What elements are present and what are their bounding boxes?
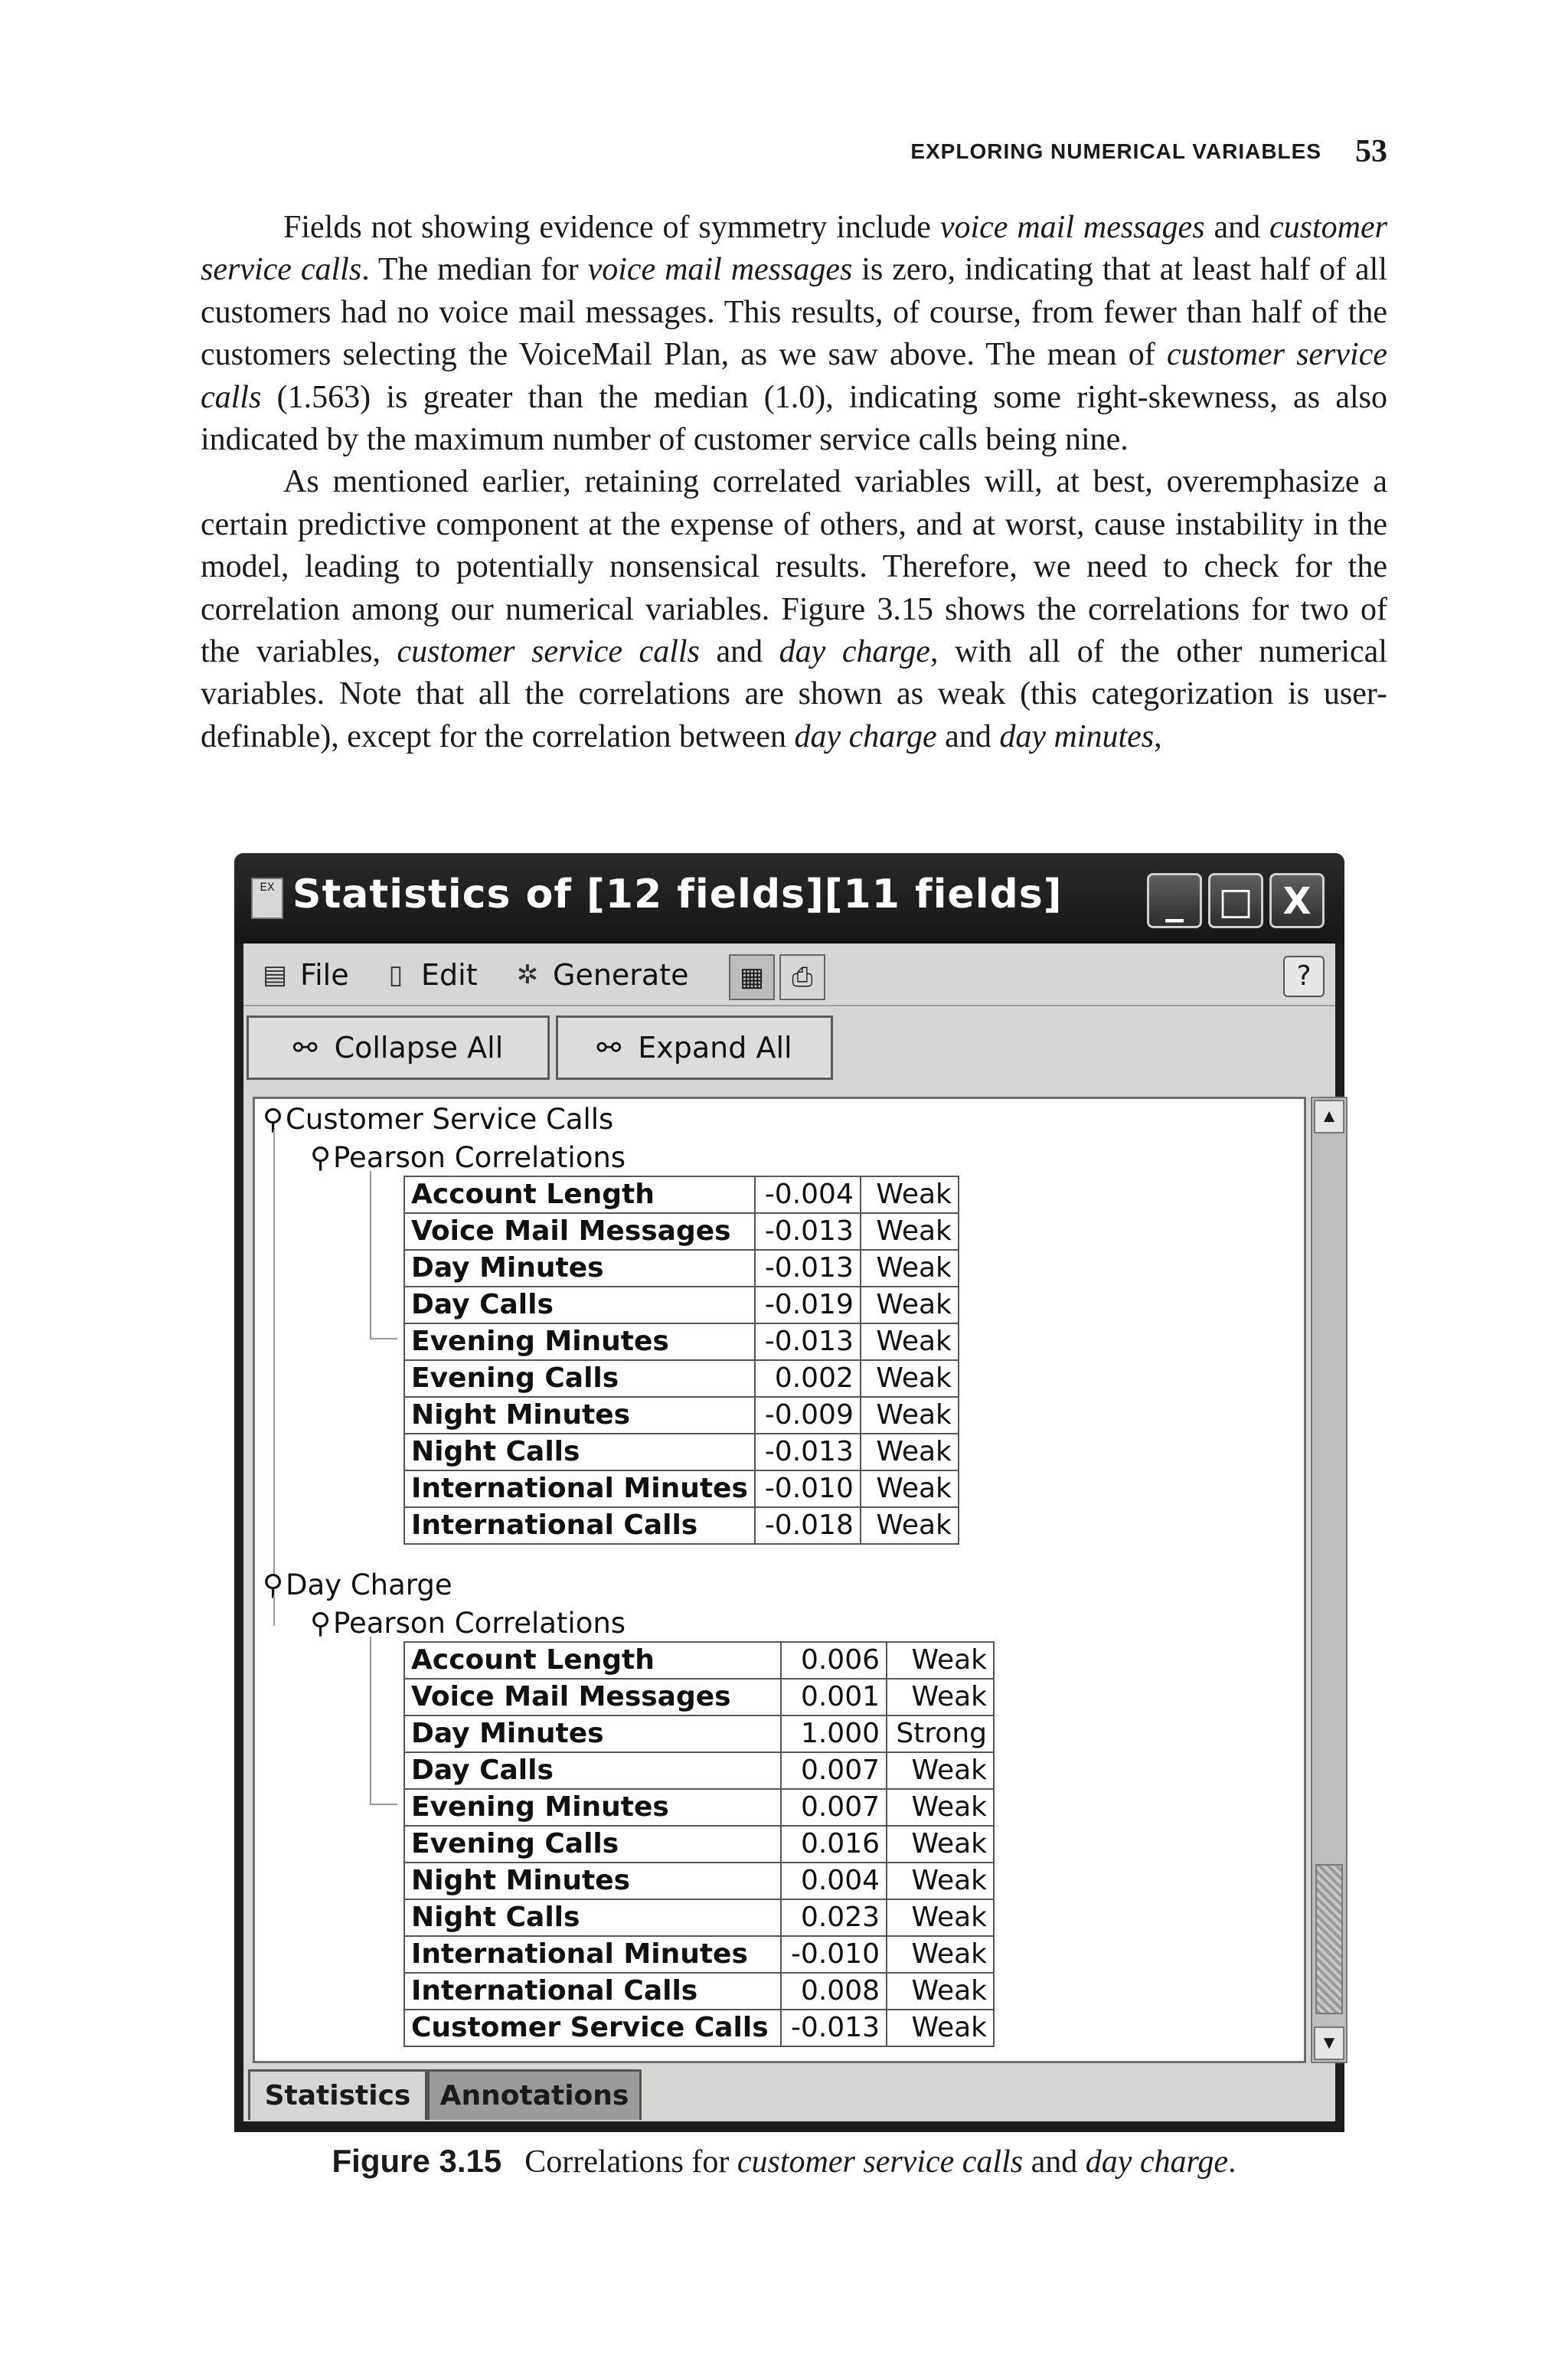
- page-number: 53: [1355, 134, 1387, 169]
- table-row[interactable]: [404, 1397, 959, 1434]
- strength-label-cell: Weak: [887, 1642, 994, 1679]
- maximize-button[interactable]: □: [1208, 873, 1263, 928]
- correlation-value-cell: -0.010: [755, 1470, 861, 1507]
- paragraph-2: As mentioned earlier, retaining correlated variables will, at best, overemphasize a certain predictive component at the expense of others, and at worst, cause instability in the model, leading to potentially nonsensical results. Therefore, we need to check for the correlation among our numerical variables. Figure 3.15 shows the correlations for two of the variables, customer service calls and day charge, with all of the other numerical variables. Note that all the correlations are shown as weak (this categorization is user-definable), except for the correlation between day charge and day minutes,: [201, 464, 1387, 754]
- tree-line: [370, 1338, 397, 1339]
- node-toggle-icon[interactable]: ⚲: [263, 1568, 284, 1601]
- tree-line: [273, 1130, 275, 1574]
- strength-label-cell: Weak: [861, 1360, 959, 1397]
- correlation-value-cell: 0.016: [781, 1826, 887, 1863]
- tab-bar: [243, 2069, 1335, 2123]
- correlation-value-cell: -0.019: [755, 1287, 861, 1323]
- strength-label-cell: Weak: [887, 1936, 994, 1973]
- field-name-cell: Night Minutes: [404, 1863, 781, 1899]
- table-row[interactable]: [404, 1863, 994, 1899]
- field-name-cell: International Calls: [404, 1973, 781, 2010]
- paragraph-1: Fields not showing evidence of symmetry include voice mail messages and customer service calls. The median for voice mail messages is zero, indicating that at least half of all customers had no voice mail messages. This results, of course, from fewer than half of the customers selecting the VoiceMail Plan, as we saw above. The mean of customer service calls (1.563) is greater than the median (1.0), indicating some right-skewness, as also indicated by the maximum number of customer service calls being nine.: [201, 210, 1387, 458]
- print-button[interactable]: [779, 954, 825, 1000]
- table-row[interactable]: [404, 1973, 994, 2010]
- tree-line: [370, 1804, 397, 1805]
- node-toggle-icon[interactable]: ⚲: [263, 1103, 284, 1136]
- correlation-value-cell: 0.007: [781, 1789, 887, 1826]
- strength-label-cell: Weak: [861, 1287, 959, 1323]
- window-icon: EX: [251, 878, 283, 919]
- menu-bar: [243, 944, 1335, 1006]
- minimize-button[interactable]: _: [1147, 873, 1202, 928]
- arrow-down-icon: ▼: [1320, 2033, 1338, 2053]
- strength-label-cell: Weak: [861, 1250, 959, 1287]
- strength-label-cell: Weak: [887, 1899, 994, 1936]
- scroll-up-button[interactable]: [1314, 1100, 1344, 1133]
- body-text: [201, 207, 1387, 758]
- strength-label-cell: Weak: [861, 1507, 959, 1544]
- correlation-value-cell: 1.000: [781, 1715, 887, 1752]
- correlation-table-2: [403, 1641, 995, 2047]
- strength-label-cell: Weak: [887, 1826, 994, 1863]
- table-row[interactable]: [404, 1642, 994, 1679]
- correlation-value-cell: -0.013: [755, 1213, 861, 1250]
- table-row[interactable]: [404, 1176, 959, 1213]
- table-row[interactable]: [404, 1789, 994, 1826]
- statistics-window: [234, 853, 1344, 2132]
- field-name-cell: Evening Minutes: [404, 1323, 755, 1360]
- help-button[interactable]: ?: [1283, 956, 1325, 997]
- field-name-cell: Evening Calls: [404, 1360, 755, 1397]
- button-bar: [243, 1005, 1335, 1081]
- scroll-down-button[interactable]: [1314, 2026, 1344, 2060]
- field-name-cell: Account Length: [404, 1642, 781, 1679]
- field-name-cell: Night Minutes: [404, 1397, 755, 1434]
- table-row[interactable]: [404, 1679, 994, 1715]
- table-row[interactable]: [404, 1250, 959, 1287]
- strength-label-cell: Strong: [887, 1715, 994, 1752]
- correlation-table-1: [403, 1176, 959, 1545]
- table-row[interactable]: [404, 1360, 959, 1397]
- menu-edit[interactable]: ▯ Edit: [381, 956, 478, 994]
- window-title: Statistics of [12 fields][11 fields]: [292, 872, 1063, 917]
- table-row[interactable]: [404, 1434, 959, 1470]
- correlation-value-cell: 0.006: [781, 1642, 887, 1679]
- strength-label-cell: Weak: [887, 1973, 994, 2010]
- collapse-icon: ⚯: [292, 1031, 318, 1065]
- table-row[interactable]: [404, 1899, 994, 1936]
- chapter-title: EXPLORING NUMERICAL VARIABLES: [910, 139, 1321, 163]
- table-row[interactable]: [404, 1936, 994, 1973]
- strength-label-cell: Weak: [887, 1789, 994, 1826]
- field-name-cell: Day Calls: [404, 1287, 755, 1323]
- table-view-button[interactable]: [729, 954, 775, 1000]
- correlation-value-cell: 0.008: [781, 1973, 887, 2010]
- field-name-cell: Voice Mail Messages: [404, 1213, 755, 1250]
- collapse-all-button[interactable]: ⚯ Collapse All: [247, 1016, 550, 1080]
- statistics-tree-view: [253, 1097, 1306, 2063]
- strength-label-cell: Weak: [861, 1397, 959, 1434]
- correlation-value-cell: 0.023: [781, 1899, 887, 1936]
- correlation-value-cell: 0.004: [781, 1863, 887, 1899]
- strength-label-cell: Weak: [861, 1323, 959, 1360]
- field-name-cell: Evening Calls: [404, 1826, 781, 1863]
- field-name-cell: Day Minutes: [404, 1715, 781, 1752]
- tab-statistics[interactable]: Statistics: [248, 2069, 427, 2120]
- tab-annotations[interactable]: Annotations: [427, 2069, 642, 2120]
- field-name-cell: Night Calls: [404, 1899, 781, 1936]
- tree-node-day-charge[interactable]: ⚲Day Charge: [263, 1566, 452, 1604]
- strength-label-cell: Weak: [861, 1176, 959, 1213]
- strength-label-cell: Weak: [861, 1434, 959, 1470]
- expand-icon: ⚯: [596, 1031, 622, 1065]
- correlation-value-cell: -0.004: [755, 1176, 861, 1213]
- printer-icon: ⎙: [792, 962, 813, 993]
- node-toggle-icon[interactable]: ⚲: [310, 1141, 332, 1174]
- tree-line: [370, 1171, 371, 1338]
- strength-label-cell: Weak: [887, 1863, 994, 1899]
- field-name-cell: International Calls: [404, 1507, 755, 1544]
- field-name-cell: International Minutes: [404, 1936, 781, 1973]
- table-row[interactable]: [404, 1213, 959, 1250]
- correlation-value-cell: 0.002: [755, 1360, 861, 1397]
- vertical-scrollbar[interactable]: [1311, 1097, 1348, 2063]
- title-bar[interactable]: [234, 853, 1344, 944]
- table-row[interactable]: [404, 1715, 994, 1752]
- table-row[interactable]: [404, 1323, 959, 1360]
- field-name-cell: International Minutes: [404, 1470, 755, 1507]
- arrow-up-icon: ▲: [1320, 1107, 1338, 1127]
- correlation-value-cell: -0.013: [781, 2010, 887, 2046]
- table-icon: ▦: [739, 962, 765, 993]
- tree-node-pearson-correlations-1[interactable]: ⚲Pearson Correlations: [310, 1139, 626, 1177]
- menu-generate[interactable]: ✲ Generate: [513, 956, 688, 994]
- strength-label-cell: Weak: [887, 1752, 994, 1789]
- correlation-value-cell: 0.001: [781, 1679, 887, 1715]
- running-header: [888, 129, 1387, 175]
- field-name-cell: Night Calls: [404, 1434, 755, 1470]
- correlation-value-cell: -0.009: [755, 1397, 861, 1434]
- correlation-value-cell: -0.018: [755, 1507, 861, 1544]
- table-row[interactable]: [404, 1507, 959, 1544]
- table-row[interactable]: [404, 1752, 994, 1789]
- table-row[interactable]: [404, 1470, 959, 1507]
- correlation-value-cell: -0.013: [755, 1250, 861, 1287]
- figure-caption: Figure 3.15 Correlations for customer service calls and day charge.: [332, 2143, 1236, 2180]
- field-name-cell: Day Calls: [404, 1752, 781, 1789]
- generate-icon: ✲: [516, 960, 539, 990]
- scroll-thumb[interactable]: [1315, 1864, 1343, 2014]
- tree-node-customer-service-calls[interactable]: ⚲Customer Service Calls: [263, 1101, 613, 1139]
- correlation-value-cell: 0.007: [781, 1752, 887, 1789]
- strength-label-cell: Weak: [887, 2010, 994, 2046]
- strength-label-cell: Weak: [861, 1213, 959, 1250]
- tree-line: [273, 1595, 275, 1626]
- strength-label-cell: Weak: [861, 1470, 959, 1507]
- close-button[interactable]: X: [1269, 873, 1325, 928]
- tree-line: [370, 1637, 371, 1804]
- tree-node-pearson-correlations-2[interactable]: ⚲Pearson Correlations: [310, 1604, 626, 1643]
- file-icon: ▤: [262, 960, 288, 990]
- table-row[interactable]: [404, 1287, 959, 1323]
- expand-all-button[interactable]: ⚯ Expand All: [556, 1016, 833, 1080]
- clipboard-icon: ▯: [388, 960, 403, 990]
- field-name-cell: Day Minutes: [404, 1250, 755, 1287]
- table-row[interactable]: [404, 2010, 994, 2046]
- field-name-cell: Customer Service Calls: [404, 2010, 781, 2046]
- field-name-cell: Account Length: [404, 1176, 755, 1213]
- menu-file[interactable]: ▤ File: [260, 956, 349, 994]
- table-row[interactable]: [404, 1826, 994, 1863]
- window-client: [243, 944, 1338, 2121]
- strength-label-cell: Weak: [887, 1679, 994, 1715]
- field-name-cell: Voice Mail Messages: [404, 1679, 781, 1715]
- correlation-value-cell: -0.010: [781, 1936, 887, 1973]
- field-name-cell: Evening Minutes: [404, 1789, 781, 1826]
- correlation-value-cell: -0.013: [755, 1323, 861, 1360]
- figure-label: Figure 3.15: [332, 2143, 502, 2179]
- node-toggle-icon[interactable]: ⚲: [310, 1607, 332, 1640]
- correlation-value-cell: -0.013: [755, 1434, 861, 1470]
